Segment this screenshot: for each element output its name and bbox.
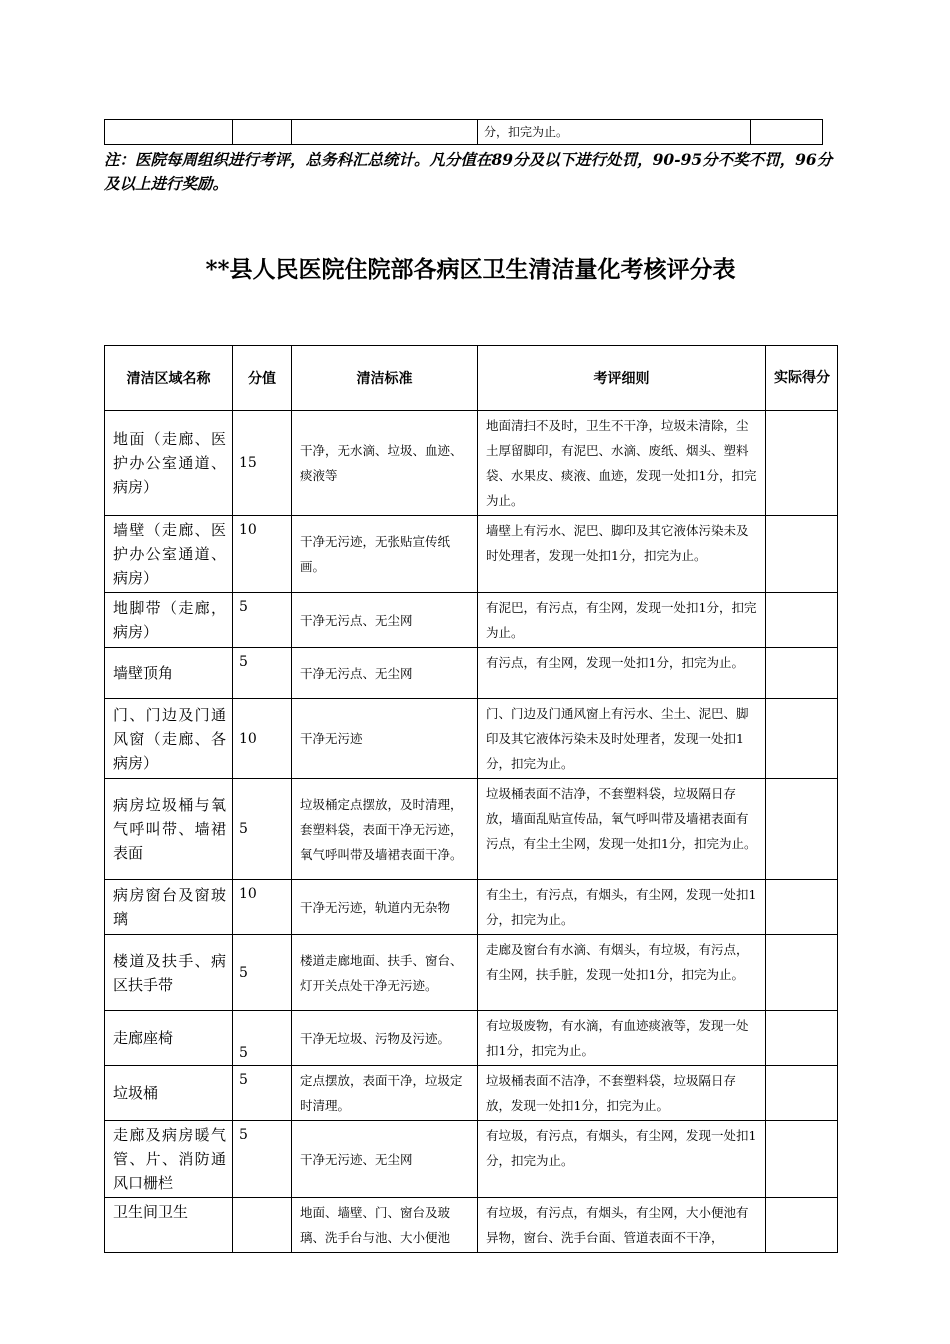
table-row	[105, 411, 838, 516]
area-cell: 走廊及病房暖气管、片、消防通风口栅栏	[105, 1121, 233, 1198]
actual-score-cell	[766, 411, 838, 516]
actual-score-cell	[766, 880, 838, 935]
table-row	[105, 593, 838, 648]
score-cell: 5	[233, 1066, 292, 1121]
actual-score-cell	[766, 516, 838, 593]
score-cell: 5	[233, 1121, 292, 1198]
header-standard: 清洁标准	[292, 346, 478, 411]
area-cell: 走廊座椅	[105, 1011, 233, 1066]
actual-score-cell	[766, 593, 838, 648]
actual-score-cell	[766, 1011, 838, 1066]
table-row	[105, 1121, 838, 1198]
header-rules: 考评细则	[478, 346, 766, 411]
note-text: 注：医院每周组织进行考评，总务科汇总统计。凡分值在89分及以下进行处罚，90-95分不奖不罚，96分及以上进行奖励。	[104, 150, 833, 193]
area-cell: 地面（走廊、医护办公室通道、病房）	[105, 411, 233, 516]
page-title: **县人民医院住院部各病区卫生清洁量化考核评分表	[205, 256, 736, 283]
score-cell: 5	[233, 935, 292, 1011]
fragment-actual-cell	[751, 120, 823, 145]
fragment-area-cell	[105, 120, 233, 145]
rules-cell: 有尘土，有污点，有烟头，有尘网，发现一处扣1分，扣完为止。	[478, 880, 766, 935]
standard-cell: 干净无污迹、无尘网	[292, 1121, 478, 1198]
table-row	[105, 1198, 838, 1253]
header-score: 分值	[233, 346, 292, 411]
rules-cell: 垃圾桶表面不洁净，不套塑料袋，垃圾隔日存放，墙面乱贴宣传品，氧气呼叫带及墙裙表面有污点，有尘土尘网，发现一处扣1分，扣完为止。	[478, 779, 766, 880]
rules-cell: 垃圾桶表面不洁净，不套塑料袋，垃圾隔日存放，发现一处扣1分，扣完为止。	[478, 1066, 766, 1121]
score-cell: 5	[233, 593, 292, 648]
rules-cell: 走廊及窗台有水滴、有烟头，有垃圾，有污点，有尘网，扶手脏，发现一处扣1分，扣完为止。	[478, 935, 766, 1011]
header-actual: 实际得分	[766, 346, 838, 411]
fragment-standard-cell	[292, 120, 478, 145]
standard-cell: 干净无污迹，无张贴宣传纸画。	[292, 516, 478, 593]
score-cell: 10	[233, 880, 292, 935]
actual-score-cell	[766, 1198, 838, 1253]
standard-cell: 干净，无水滴、垃圾、血迹、痰液等	[292, 411, 478, 516]
table-row	[105, 516, 838, 593]
table-row	[105, 1011, 838, 1066]
previous-table-fragment	[104, 119, 823, 145]
area-cell: 卫生间卫生	[105, 1198, 233, 1253]
standard-cell: 干净无污点、无尘网	[292, 648, 478, 699]
standard-cell: 干净无污迹，轨道内无杂物	[292, 880, 478, 935]
rules-cell: 有垃圾，有污点，有烟头，有尘网，大小便池有异物，窗台、洗手台面、管道表面不干净，	[478, 1198, 766, 1253]
table-row	[105, 880, 838, 935]
standard-cell: 干净无垃圾、污物及污迹。	[292, 1011, 478, 1066]
area-cell: 楼道及扶手、病区扶手带	[105, 935, 233, 1011]
table-row	[105, 120, 823, 145]
area-cell: 墙壁（走廊、医护办公室通道、病房）	[105, 516, 233, 593]
table-row	[105, 699, 838, 779]
standard-cell: 定点摆放，表面干净，垃圾定时清理。	[292, 1066, 478, 1121]
rules-cell: 有垃圾废物，有水滴，有血迹痰液等，发现一处扣1分，扣完为止。	[478, 1011, 766, 1066]
area-cell: 地脚带（走廊，病房）	[105, 593, 233, 648]
score-cell: 10	[233, 516, 292, 593]
rules-cell: 有污点，有尘网，发现一处扣1分，扣完为止。	[478, 648, 766, 699]
standard-cell: 楼道走廊地面、扶手、窗台、灯开关点处干净无污迹。	[292, 935, 478, 1011]
table-row	[105, 648, 838, 699]
area-cell: 垃圾桶	[105, 1066, 233, 1121]
rules-cell: 地面清扫不及时，卫生不干净，垃圾未清除，尘土厚留脚印，有泥巴、水滴、废纸、烟头、塑料袋、水果皮、痰液、血迹，发现一处扣1分，扣完为止。	[478, 411, 766, 516]
table-header-row	[105, 346, 838, 411]
area-cell: 病房垃圾桶与氧气呼叫带、墙裙表面	[105, 779, 233, 880]
actual-score-cell	[766, 1066, 838, 1121]
actual-score-cell	[766, 1121, 838, 1198]
table-row	[105, 779, 838, 880]
actual-score-cell	[766, 779, 838, 880]
standard-cell: 干净无污迹	[292, 699, 478, 779]
standard-cell: 垃圾桶定点摆放，及时清理，套塑料袋，表面干净无污迹，氧气呼叫带及墙裙表面干净。	[292, 779, 478, 880]
score-cell: 5	[233, 648, 292, 699]
table-row	[105, 935, 838, 1011]
area-cell: 病房窗台及窗玻璃	[105, 880, 233, 935]
rules-cell: 墙壁上有污水、泥巴、脚印及其它液体污染未及时处理者，发现一处扣1分，扣完为止。	[478, 516, 766, 593]
score-cell: 5	[233, 1011, 292, 1066]
rules-cell: 有泥巴，有污点，有尘网，发现一处扣1分，扣完为止。	[478, 593, 766, 648]
rules-cell: 门、门边及门通风窗上有污水、尘土、泥巴、脚印及其它液体污染未及时处理者，发现一处扣1分，扣完为止。	[478, 699, 766, 779]
header-area: 清洁区域名称	[105, 346, 233, 411]
area-cell: 门、门边及门通风窗（走廊、各病房）	[105, 699, 233, 779]
scoring-table	[104, 345, 838, 1253]
standard-cell: 地面、墙壁、门、窗台及玻璃、洗手台与池、大小便池	[292, 1198, 478, 1253]
actual-score-cell	[766, 935, 838, 1011]
fragment-score-cell	[233, 120, 292, 145]
fragment-rules-cell: 分，扣完为止。	[478, 120, 751, 145]
score-cell	[233, 1198, 292, 1253]
standard-cell: 干净无污点、无尘网	[292, 593, 478, 648]
actual-score-cell	[766, 648, 838, 699]
table-row	[105, 1066, 838, 1121]
score-cell: 5	[233, 779, 292, 880]
score-cell: 10	[233, 699, 292, 779]
area-cell: 墙壁顶角	[105, 648, 233, 699]
actual-score-cell	[766, 699, 838, 779]
rules-cell: 有垃圾，有污点，有烟头，有尘网，发现一处扣1分，扣完为止。	[478, 1121, 766, 1198]
score-cell: 15	[233, 411, 292, 516]
